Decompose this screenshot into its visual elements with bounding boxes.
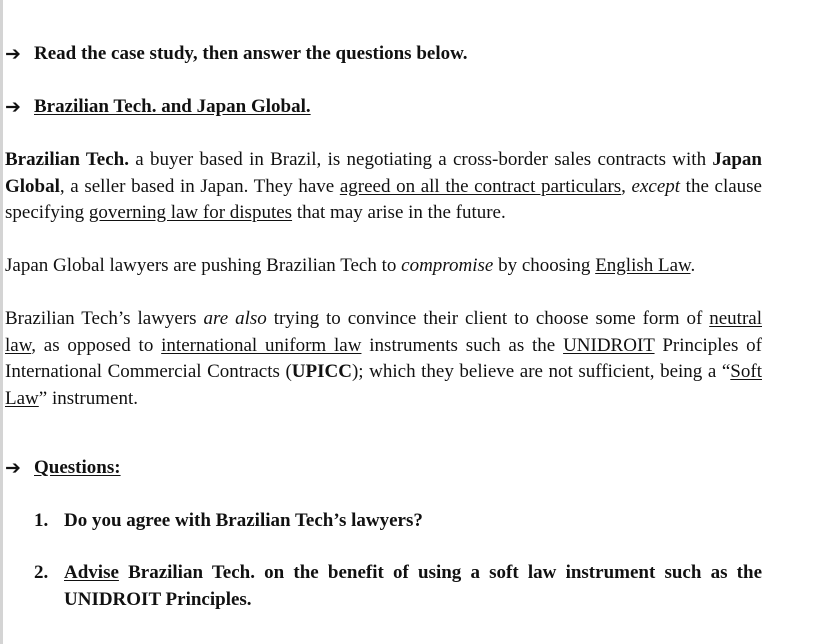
right-arrow-icon: ➔ [5,96,21,118]
question-item: 2. Advise Brazilian Tech. on the benefit of using a soft law instrument such as the UNIDROIT Principles. [34,562,762,610]
buyer-name: Brazilian Tech. [5,149,129,170]
questions-bullet [5,455,121,482]
question-item: 1. Do you agree with Brazilian Tech’s lawyers? [34,510,423,531]
case-paragraph-3: Brazilian Tech’s lawyers are also trying to convince their client to choose some form of neutral law, as opposed to international uniform law instruments such as the UNIDROIT Principles of International Commercial Contracts (UPICC); which they believe are not sufficient, being a “Soft Law” instrument. [5,308,762,409]
case-paragraph-1: Brazilian Tech. a buyer based in Brazil, is negotiating a cross-border sales contracts with Japan Global, a seller based in Japan. They have agreed on all the contract particulars, except the clause specifying governing law for disputes that may arise in the future. [5,149,762,223]
soft-law-phrase: Soft Law [5,361,762,409]
english-law-phrase: English Law [595,255,691,276]
instruction-text: Read the case study, then answer the questions below. [34,43,468,64]
questions-heading: Questions: [34,457,121,478]
uniform-law-phrase: international uniform law [161,334,362,356]
agreed-particulars: agreed on all the contract particulars [339,175,622,197]
unidroit-phrase: UNIDROIT [563,334,655,356]
page-left-edge [0,0,3,644]
right-arrow-icon: ➔ [5,43,21,65]
case-title: Brazilian Tech. and Japan Global. [34,96,311,117]
instruction-bullet [5,41,468,68]
case-title-bullet [5,94,311,121]
neutral-law-phrase: neutral law [5,308,762,356]
advise-word: Advise [64,562,119,583]
case-paragraph-2: Japan Global lawyers are pushing Brazilian Tech to compromise by choosing English Law. [5,255,696,276]
governing-law-phrase: governing law for disputes [88,202,293,223]
right-arrow-icon: ➔ [5,457,21,479]
seller-name: Japan Global [5,149,762,197]
